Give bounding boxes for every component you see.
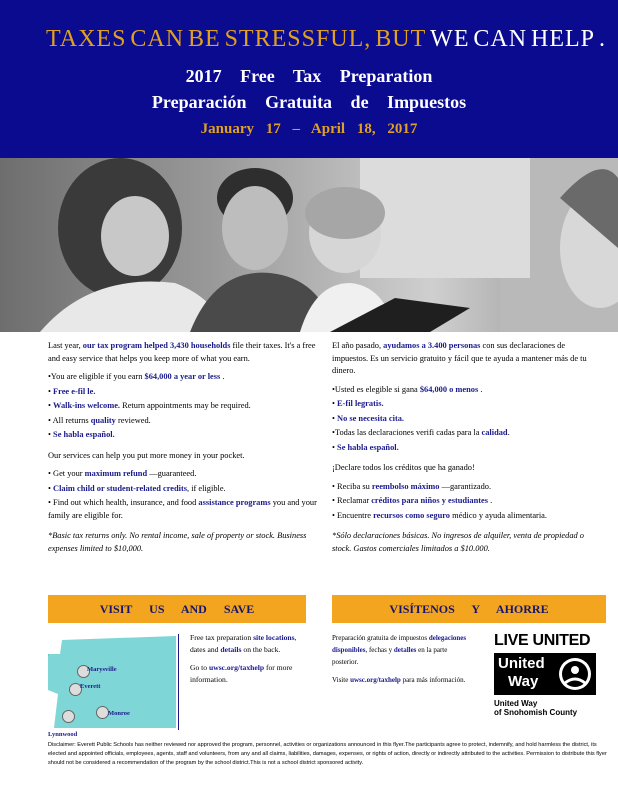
highlight: assistance programs — [198, 498, 271, 507]
text: . — [222, 372, 225, 381]
text: Reciba su — [337, 481, 370, 491]
highlight: quality — [90, 415, 116, 425]
headline-word: CAN — [130, 26, 185, 52]
united-way-logo — [494, 632, 606, 728]
text: Last year, — [48, 341, 81, 350]
text: . — [480, 384, 483, 394]
headline-word: . — [598, 26, 606, 52]
intro-paragraph — [332, 340, 602, 378]
visit-info-spanish — [332, 632, 472, 686]
highlight: créditos para niños y estudiantes — [371, 496, 489, 505]
text: en la parte posterior. — [332, 646, 448, 666]
text: con sus declaraciones de impuestos. Es un servicio gratuito y fácil que te ayuda a mantener más de tu dinero. — [332, 341, 587, 375]
text: Find out which health, insurance, and food — [53, 498, 197, 507]
highlight: recursos como seguro — [373, 510, 450, 520]
text: file their taxes. It's a free and easy service that helps you keep more of what you earn. — [48, 341, 316, 363]
footnote: *Sólo declaraciones básicas. No ingresos de alquiler, venta de propiedad o stock. Gastos comerciales limitados a $10.000. — [332, 531, 584, 553]
text: Free tax preparation — [190, 633, 252, 642]
text: Go to — [190, 663, 208, 672]
bullet-item: • Reciba su reembolso máximo —garantizado. — [332, 481, 492, 491]
map-label: Lynnwood — [48, 731, 78, 738]
headline-word: STRESSFUL, — [224, 26, 372, 52]
highlight: $64,000 a year or less — [144, 372, 221, 381]
visitenos-band: VISÍTENOS Y AHORRE — [332, 595, 606, 623]
bullet-item: • Claim child or student-related credits, if eligible. — [48, 483, 226, 493]
bullet-item: • Se habla español. — [48, 430, 115, 439]
bullet-item: • No se necesita cita. — [332, 413, 405, 423]
disclaimer: Disclaimer: Everett Public Schools has neither reviewed nor approved the program, personnel, activities or organizations announced in this flyer.The participants agree to protect, indemnify, and hold harmless the district, its elected and appointed officials, employees, agents, staff and volunteers, from any and all claims, liabilities, damages, expenses, or rights of action, directly or indirectly attributed to the activities. Permission to distribute this flyer should not be considered a recommendation of the program by the school district.This is not a school district sponsored activity. — [48, 742, 607, 766]
date-range: January 17 – April 18, 2017 — [200, 121, 418, 137]
highlight: detalles — [393, 646, 417, 654]
headline — [46, 26, 606, 53]
highlight: Walk-ins welcome. — [53, 401, 121, 410]
website-link[interactable]: uwsc.org/taxhelp — [209, 663, 265, 672]
english-column — [48, 340, 318, 561]
bullet-item: • Walk-ins welcome. Return appointments may be required. — [48, 401, 251, 410]
subtitle-english: 2017 Free Tax Preparation — [185, 66, 433, 86]
bullet-item: • Encuentre recursos como seguro médico y ayuda alimentaria. — [332, 510, 547, 520]
text: , if eligible. — [187, 483, 226, 493]
text: Get your — [53, 469, 83, 478]
highlight: Se habla español. — [337, 442, 399, 452]
highlight: site locations — [253, 633, 295, 642]
bullet-item: • Free e-fil le. — [48, 386, 96, 396]
bullet-item: • Reclamar créditos para niños y estudiantes . — [332, 496, 493, 505]
logo-way: Way — [508, 673, 539, 690]
headline-word: BE — [187, 26, 221, 52]
declare-line: ¡Declare todos los créditos que ha ganado! — [332, 463, 475, 472]
text: médico y ayuda alimentaria. — [452, 510, 547, 520]
logo-united: United — [498, 655, 545, 672]
text: , fechas y — [365, 646, 393, 654]
website-link[interactable]: uwsc.org/taxhelp — [350, 676, 401, 684]
header-banner — [0, 0, 618, 158]
text: para más información. — [402, 676, 466, 684]
headline-word: WE — [430, 26, 470, 52]
services-line: Our services can help you put more money in your pocket. — [48, 450, 245, 460]
family-photo — [0, 158, 618, 332]
text: Preparación gratuita de impuestos — [332, 634, 428, 642]
footnote: *Basic tax returns only. No rental income, sale of property or stock. Business expenses limited to $10,000. — [48, 531, 307, 553]
highlight: Claim child or student-related credits — [53, 483, 188, 493]
highlight: E-fil legratis. — [337, 399, 384, 408]
bullet-item — [332, 427, 602, 440]
text: Reclamar — [337, 496, 370, 505]
map-label: Everett — [80, 683, 101, 690]
bullet-item: • Find out which health, insurance, and food assistance programs you and your family are eligible for. — [48, 498, 317, 520]
headline-word: BUT — [375, 26, 427, 52]
live-united-text: LIVE UNITED — [494, 632, 591, 649]
intro-paragraph — [48, 340, 318, 365]
text: you and your family are eligible for. — [48, 498, 317, 520]
text: •Todas las declaraciones verifi cadas para la — [332, 428, 480, 437]
map-marker-lynnwood — [62, 710, 75, 723]
bullet-item: • Get your maximum refund —guaranteed. — [48, 469, 197, 478]
helping-hand-icon — [558, 657, 592, 691]
spanish-column — [332, 340, 602, 561]
text: •You are eligible if you earn — [48, 372, 143, 381]
vertical-divider — [178, 634, 179, 730]
text: —guaranteed. — [149, 469, 197, 478]
text: Visite — [332, 676, 349, 684]
text: . — [507, 428, 510, 437]
eligibility-line — [332, 384, 602, 397]
eligibility-line — [48, 371, 318, 384]
family-laptop-image — [0, 158, 618, 332]
headline-word: CAN — [473, 26, 528, 52]
highlight: Se habla español. — [53, 430, 115, 439]
text: All returns — [52, 415, 89, 425]
highlight: calidad — [481, 428, 508, 437]
subtitle-spanish: Preparación Gratuita de Impuestos — [151, 92, 467, 112]
highlight: details — [220, 645, 242, 654]
visit-info-english — [190, 632, 310, 686]
visit-us-band: VISIT US AND SAVE — [48, 595, 306, 623]
bullet-item: • Se habla español. — [332, 442, 399, 452]
org-name-line1: United Way — [494, 699, 538, 708]
text: for more information. — [190, 663, 293, 684]
highlight: delegaciones disponibles — [332, 634, 467, 654]
highlight: maximum refund — [84, 469, 148, 478]
text: reviewed. — [117, 415, 151, 425]
text: •Usted es elegible si gana — [332, 384, 418, 394]
text: —garantizado. — [441, 481, 492, 491]
highlight: ayudamos a 3.400 personas — [383, 341, 481, 350]
text: El año pasado, — [332, 341, 382, 350]
map-label: Monroe — [108, 710, 130, 717]
headline-word: TAXES — [46, 26, 127, 52]
highlight: $64,000 o menos — [419, 384, 479, 394]
highlight: reembolso máximo — [371, 481, 440, 491]
text: Return appointments may be required. — [122, 401, 251, 410]
highlight: No se necesita cita. — [337, 413, 405, 423]
highlight: our tax program helped 3,430 households — [82, 341, 231, 350]
logo-box — [494, 653, 596, 695]
bullet-item: • All returns quality reviewed. — [48, 415, 151, 425]
text: . — [490, 496, 493, 505]
highlight: Free e-fil le. — [53, 386, 96, 396]
map-label: Marysville — [87, 666, 117, 673]
text: Encuentre — [337, 510, 371, 520]
headline-word: HELP — [531, 26, 596, 52]
bullet-item: • E-fil legratis. — [332, 399, 384, 408]
org-name-line2: of Snohomish County — [494, 708, 578, 717]
text: , dates and — [190, 633, 297, 654]
text: on the back. — [243, 645, 281, 654]
